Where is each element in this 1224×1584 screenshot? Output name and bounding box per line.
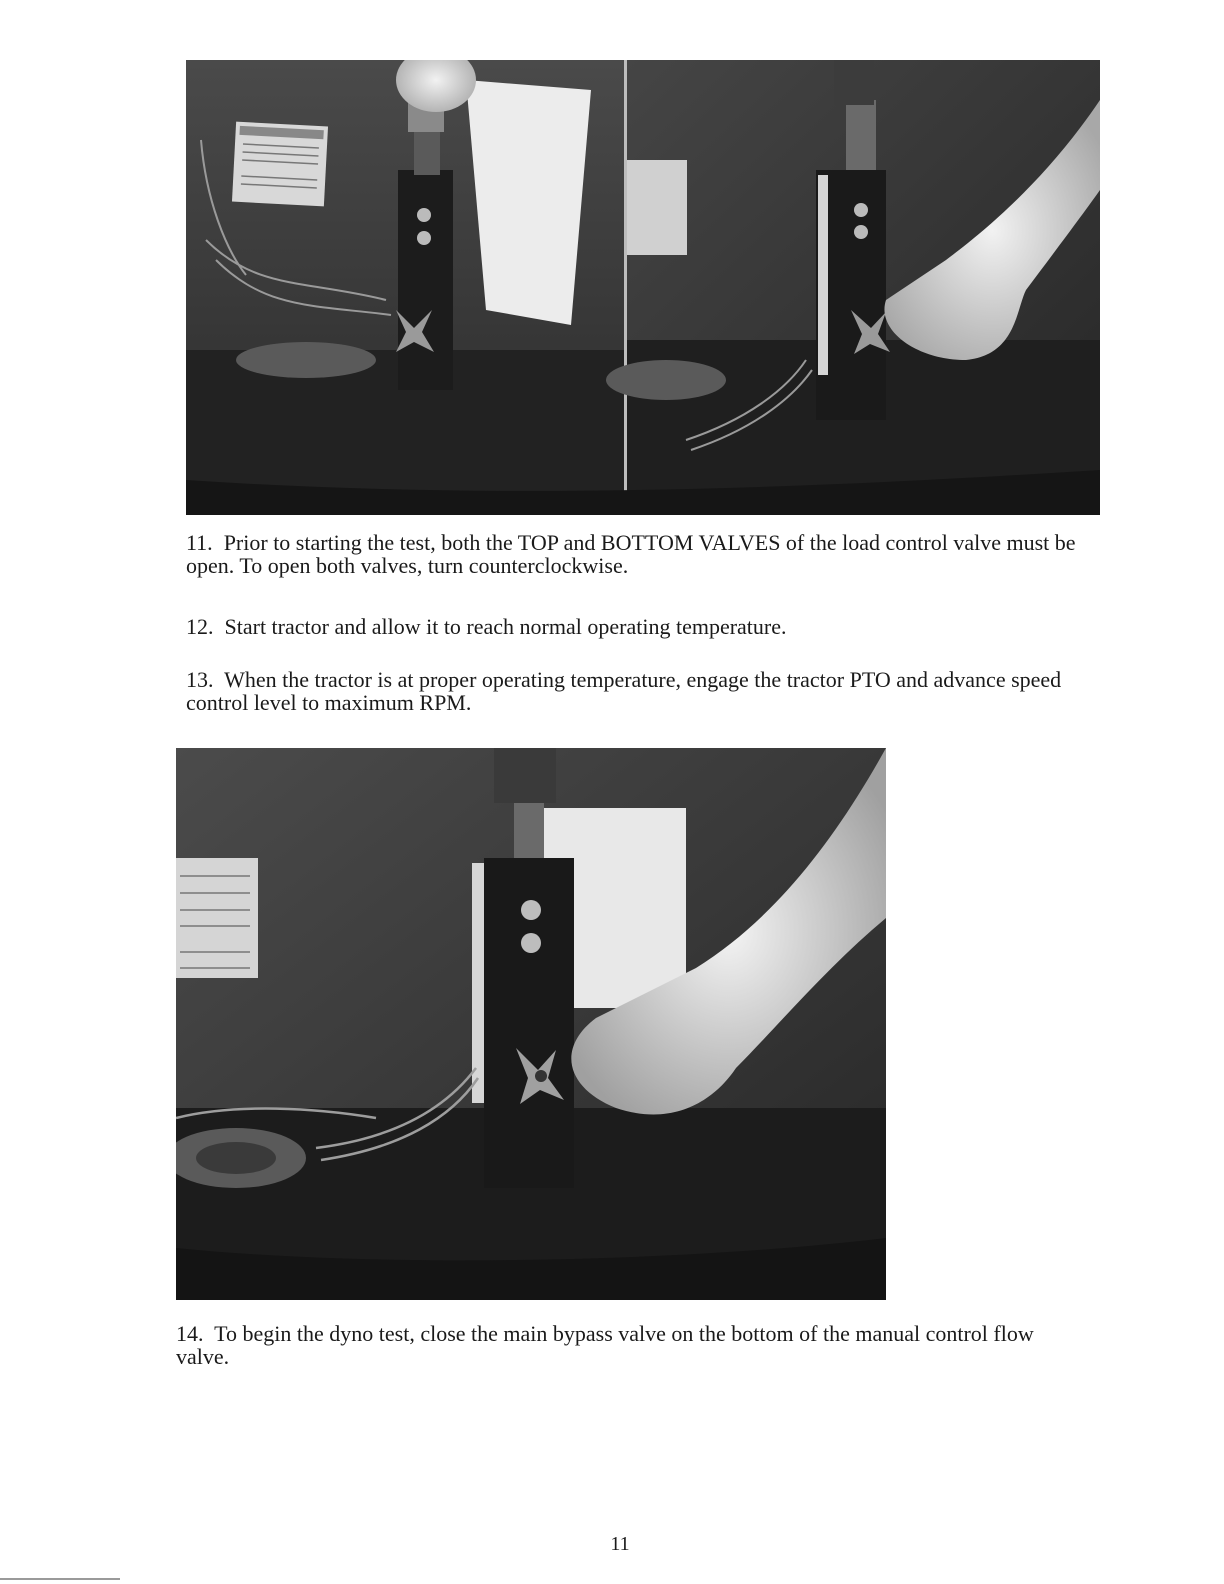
bottom-valve-photo <box>176 748 886 1300</box>
valve-photo-icon <box>186 60 1100 515</box>
scan-edge-mark <box>0 1578 120 1580</box>
step-text: To begin the dyno test, close the main bypass valve on the bottom of the manual control flow valve. <box>176 1321 1034 1369</box>
step-13 <box>186 668 1086 714</box>
step-text: Start tractor and allow it to reach normal operating temperature. <box>224 614 787 639</box>
step-14 <box>176 1322 1076 1368</box>
step-number: 11. <box>186 530 213 555</box>
top-valve-photo <box>186 60 1100 515</box>
step-number: 13. <box>186 667 214 692</box>
step-number: 14. <box>176 1321 204 1346</box>
step-text: Prior to starting the test, both the TOP and BOTTOM VALVES of the load control valve must be open. To open both valves, turn counterclockwise. <box>186 530 1076 578</box>
page-number: 11 <box>610 1533 630 1555</box>
step-number: 12. <box>186 614 214 639</box>
valve-photo-icon <box>176 748 886 1300</box>
step-text: When the tractor is at proper operating temperature, engage the tractor PTO and advance speed control level to maximum RPM. <box>186 667 1062 715</box>
step-12 <box>186 615 1086 638</box>
step-11 <box>186 531 1086 577</box>
